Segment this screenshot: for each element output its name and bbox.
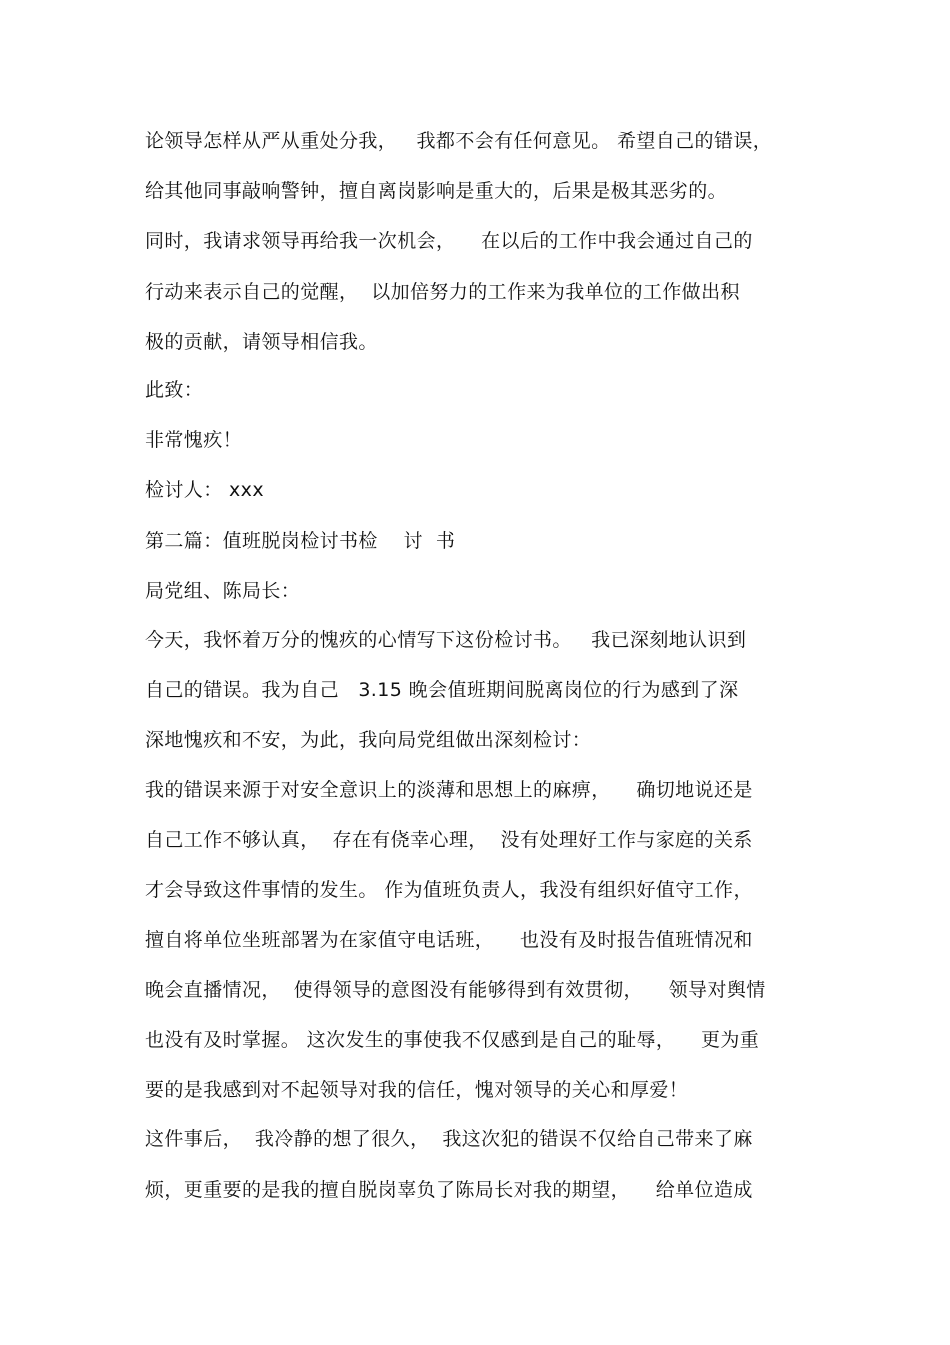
addressee-line: 局党组、陈局长： [145,580,301,602]
salutation-line: 此致： [145,379,204,401]
text-line: 自己的错误。我为自己 3.15 晚会值班期间脱离岗位的行为感到了深 [145,679,739,701]
text-line: 同时，我请求领导再给我一次机会， 在以后的工作中我会通过自己的 [145,230,753,252]
text-line: 擅自将单位坐班部署为在家值守电话班， 也没有及时报告值班情况和 [145,929,753,951]
closing-line: 非常愧疚！ [145,429,243,451]
text-line: 今天，我怀着万分的愧疚的心情写下这份检讨书。 我已深刻地认识到 [145,629,747,651]
signature-line: 检讨人： xxx [145,479,264,501]
text-line: 极的贡献，请领导相信我。 [145,331,378,353]
text-line: 深地愧疚和不安，为此，我向局党组做出深刻检讨： [145,729,592,751]
text-line: 这件事后， 我冷静的想了很久， 我这次犯的错误不仅给自己带来了麻 [145,1128,753,1150]
text-line: 行动来表示自己的觉醒， 以加倍努力的工作来为我单位的工作做出积 [145,281,740,303]
text-line: 给其他同事敲响警钟，擅自离岗影响是重大的，后果是极其恶劣的。 [145,180,728,202]
section-heading: 第二篇：值班脱岗检讨书检 讨 书 [145,530,456,552]
text-line: 晚会直播情况， 使得领导的意图没有能够得到有效贯彻， 领导对舆情 [145,979,766,1001]
text-line: 自己工作不够认真， 存在有侥幸心理， 没有处理好工作与家庭的关系 [145,829,753,851]
text-line: 我的错误来源于对安全意识上的淡薄和思想上的麻痹， 确切地说还是 [145,779,753,801]
text-line: 烦，更重要的是我的擅自脱岗辜负了陈局长对我的期望， 给单位造成 [145,1179,753,1201]
text-line: 论领导怎样从严从重处分我， 我都不会有任何意见。 希望自己的错误， [145,130,773,152]
text-line: 才会导致这件事情的发生。 作为值班负责人，我没有组织好值守工作， [145,879,753,901]
text-line: 也没有及时掌握。 这次发生的事使我不仅感到是自己的耻辱， 更为重 [145,1029,760,1051]
text-line: 要的是我感到对不起领导对我的信任，愧对领导的关心和厚爱！ [145,1079,689,1101]
